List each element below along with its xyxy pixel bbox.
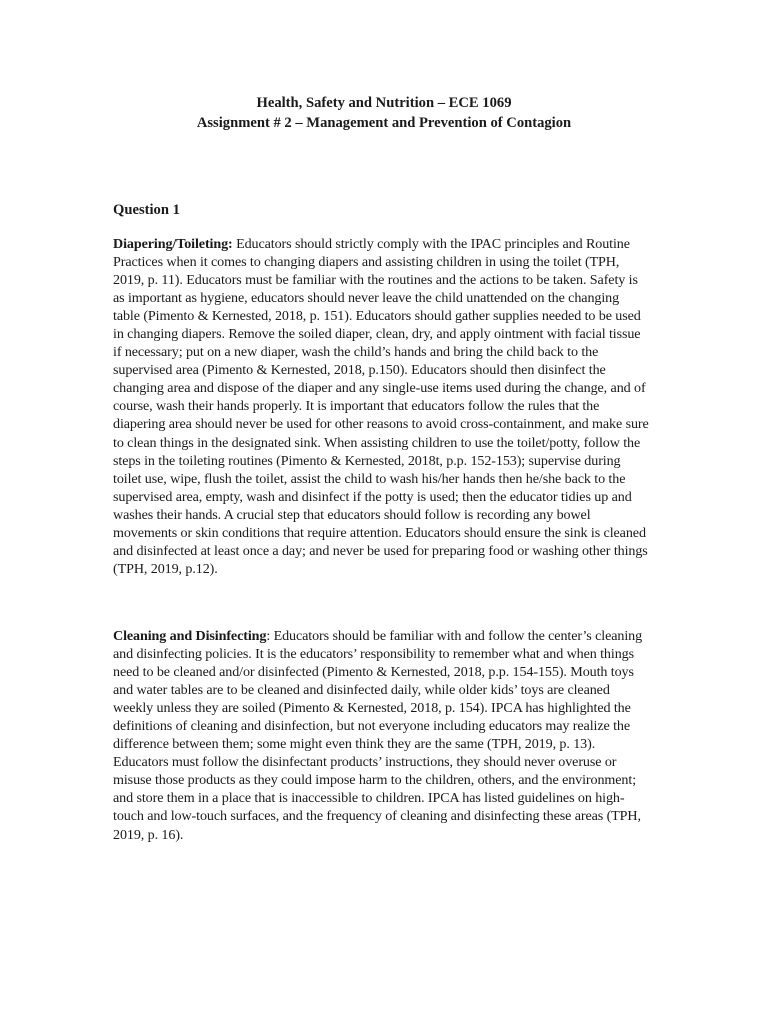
diapering-paragraph — [113, 235, 649, 578]
question-heading: Question 1 — [113, 202, 180, 218]
course-title: Health, Safety and Nutrition – ECE 1069 — [256, 95, 512, 111]
cleaning-paragraph — [113, 627, 649, 844]
cleaning-body: : Educators should be familiar with and follow the center’s cleaning and disinfecting policies. It is the educators’ responsibility to remember what and when things need to be cleaned and/or disinfected (Pimento & Kernested, 2018, p.p. 154-155). Mouth toys and water tables are to be cleaned and disinfected daily, while older kids’ toys are cleaned weekly unless they are soiled (Pimento & Kernested, 2018, p. 154). IPCA has highlighted the definitions of cleaning and disinfection, but not everyone including educators may realize the difference between them; some might even think they are the same (TPH, 2019, p. 13). Educators must follow the disinfectant products’ instructions, they should never overuse or misuse those products as they could impose harm to the children, others, and the environment; and store them in a place that is inaccessible to children. IPCA has listed guidelines on high-touch and low-touch surfaces, and the frequency of cleaning and disinfecting these areas (TPH, 2019, p. 16). — [113, 628, 643, 843]
assignment-title: Assignment # 2 – Management and Prevention of Contagion — [196, 115, 572, 131]
document-header — [0, 93, 768, 133]
cleaning-heading: Cleaning and Disinfecting — [113, 628, 267, 644]
diapering-heading: Diapering/Toileting: — [113, 236, 233, 252]
diapering-body: Educators should strictly comply with the IPAC principles and Routine Practices when it comes to changing diapers and assisting children in using the toilet (TPH, 2019, p. 11). Educators must be familiar with the routines and the actions to be taken. Safety is as important as hygiene, educators should never leave the child unattended on the changing table (Pimento & Kernested, 2018, p. 151). Educators should gather supplies needed to be used in changing diapers. Remove the soiled diaper, clean, dry, and apply ointment with facial tissue if necessary; put on a new diaper, wash the child’s hands and bring the child back to the supervised area (Pimento & Kernested, 2018, p.150). Educators should then disinfect the changing area and dispose of the diaper and any single-use items used during the change, and of course, wash their hands properly. It is important that educators follow the rules that the diapering area should never be used for other reasons to avoid cross-containment, and make sure to clean things in the designated sink. When assisting children to use the toilet/potty, follow the steps in the toileting routines (Pimento & Kernested, 2018t, p.p. 152-153); supervise during toilet use, wipe, flush the toilet, assist the child to wash his/her hands then he/she back to the supervised area, empty, wash and disinfect if the potty is used; then the educator tidies up and washes their hands. A crucial step that educators should follow is recording any bowel movements or skin conditions that require attention. Educators should ensure the sink is cleaned and disinfected at least once a day; and never be used for preparing food or washing other things (TPH, 2019, p.12). — [113, 236, 649, 577]
